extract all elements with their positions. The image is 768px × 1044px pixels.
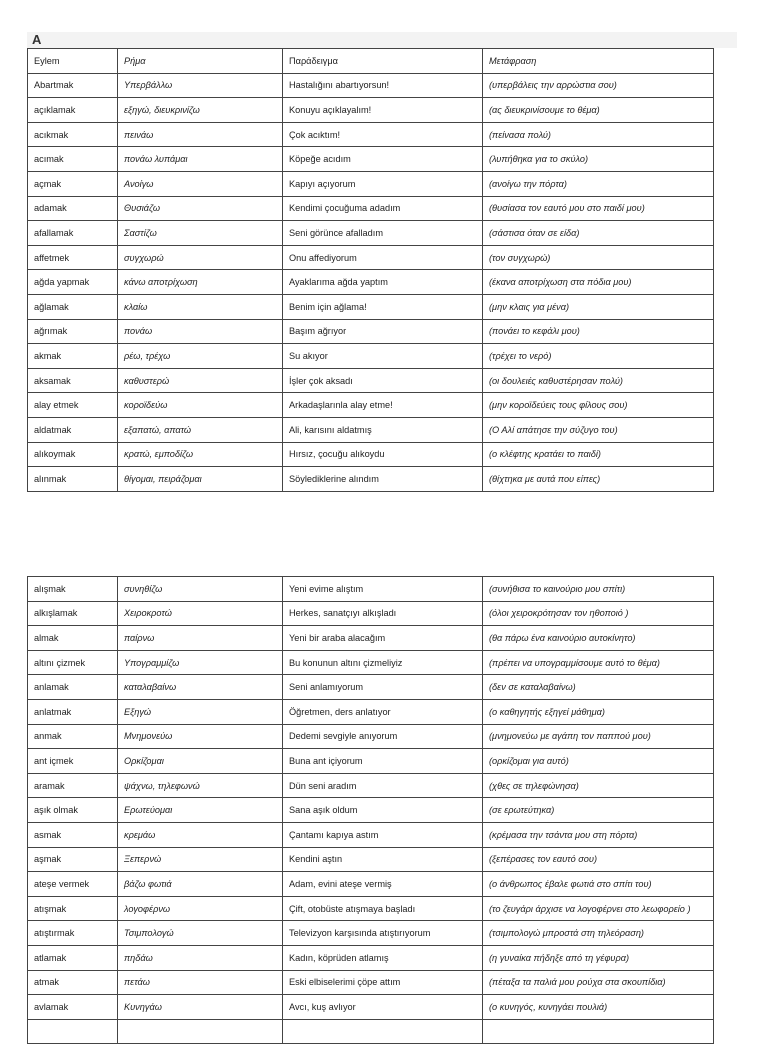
turkish-verb-cell: afallamak (28, 221, 118, 246)
translation-cell: (μνημονεύω με αγάπη τον παππού μου) (483, 724, 714, 749)
greek-verb-cell: Υπογραμμίζω (118, 650, 283, 675)
greek-verb-cell: Κυνηγάω (118, 995, 283, 1020)
turkish-verb-cell: atıştırmak (28, 921, 118, 946)
greek-verb-cell: θίγομαι, πειράζομαι (118, 467, 283, 492)
translation-cell: (όλοι χειροκρότησαν τον ηθοποιό ) (483, 601, 714, 626)
table-row (28, 822, 714, 847)
greek-verb-cell: βάζω φωτιά (118, 872, 283, 897)
turkish-verb-cell: alışmak (28, 577, 118, 602)
translation-cell: (λυπήθηκα για το σκύλο) (483, 147, 714, 172)
greek-verb-cell: Ξεπερνώ (118, 847, 283, 872)
translation-cell: (θυσίασα τον εαυτό μου στο παιδί μου) (483, 196, 714, 221)
turkish-verb-cell: aksamak (28, 368, 118, 393)
example-cell: Dün seni aradım (283, 773, 483, 798)
turkish-verb-cell: anlamak (28, 675, 118, 700)
example-cell: Yeni evime alıştım (283, 577, 483, 602)
table-row (28, 896, 714, 921)
turkish-verb-cell: açıklamak (28, 98, 118, 123)
translation-cell: (η γυναίκα πήδηξε από τη γέφυρα) (483, 945, 714, 970)
greek-verb-cell: ρέω, τρέχω (118, 344, 283, 369)
greek-verb-cell: εξαπατώ, απατώ (118, 417, 283, 442)
example-cell: Konuyu açıklayalım! (283, 98, 483, 123)
example-cell: Köpeğe acıdım (283, 147, 483, 172)
example-cell: Çantamı kapıya astım (283, 822, 483, 847)
table-row (28, 171, 714, 196)
table-row (28, 872, 714, 897)
turkish-verb-cell: adamak (28, 196, 118, 221)
turkish-verb-cell: affetmek (28, 245, 118, 270)
translation-cell (483, 1019, 714, 1044)
greek-verb-cell: πηδάω (118, 945, 283, 970)
greek-verb-cell: Χειροκροτώ (118, 601, 283, 626)
example-cell: Herkes, sanatçıyı alkışladı (283, 601, 483, 626)
table-row (28, 221, 714, 246)
turkish-verb-cell: atışmak (28, 896, 118, 921)
example-cell: Hırsız, çocuğu alıkoydu (283, 442, 483, 467)
example-cell: Hastalığını abartıyorsun! (283, 73, 483, 98)
verb-table-2 (27, 576, 714, 1044)
table-row (28, 245, 714, 270)
translation-cell: (τρέχει το νερό) (483, 344, 714, 369)
example-cell: Bu konunun altını çizmeliyiz (283, 650, 483, 675)
table-row (28, 773, 714, 798)
turkish-verb-cell: almak (28, 626, 118, 651)
translation-cell: (πέταξα τα παλιά μου ρούχα στα σκουπίδια) (483, 970, 714, 995)
greek-verb-cell: καθυστερώ (118, 368, 283, 393)
table-row (28, 724, 714, 749)
greek-verb-cell: Μνημονεύω (118, 724, 283, 749)
translation-cell: (τον συγχωρώ) (483, 245, 714, 270)
greek-verb-cell: κοροϊδεύω (118, 393, 283, 418)
example-cell: Ayaklarıma ağda yaptım (283, 270, 483, 295)
table-row (28, 368, 714, 393)
section-letter: A (32, 32, 42, 47)
translation-cell: (ορκίζομαι για αυτό) (483, 749, 714, 774)
example-cell: Yeni bir araba alacağım (283, 626, 483, 651)
header-cell: Παράδειγμα (283, 49, 483, 74)
translation-cell: (κρέμασα την τσάντα μου στη πόρτα) (483, 822, 714, 847)
table-row (28, 344, 714, 369)
greek-verb-cell: κρεμάω (118, 822, 283, 847)
table-row (28, 196, 714, 221)
translation-cell: (σε ερωτεύτηκα) (483, 798, 714, 823)
table-row (28, 749, 714, 774)
turkish-verb-cell: aldatmak (28, 417, 118, 442)
turkish-verb-cell: alınmak (28, 467, 118, 492)
greek-verb-cell: καταλαβαίνω (118, 675, 283, 700)
header-cell: Ρήμα (118, 49, 283, 74)
example-cell: Sana aşık oldum (283, 798, 483, 823)
table-row (28, 995, 714, 1020)
turkish-verb-cell: ateşe vermek (28, 872, 118, 897)
greek-verb-cell: Θυσιάζω (118, 196, 283, 221)
table-row (28, 577, 714, 602)
table-row (28, 699, 714, 724)
translation-cell: (ο άνθρωπος έβαλε φωτιά στο σπίτι του) (483, 872, 714, 897)
table-row (28, 73, 714, 98)
turkish-verb-cell: ağlamak (28, 294, 118, 319)
example-cell: İşler çok aksadı (283, 368, 483, 393)
turkish-verb-cell: atmak (28, 970, 118, 995)
greek-verb-cell: πεινάω (118, 122, 283, 147)
greek-verb-cell: Υπερβάλλω (118, 73, 283, 98)
translation-cell: (χθες σε τηλεφώνησα) (483, 773, 714, 798)
translation-cell: (ο κυνηγός, κυνηγάει πουλιά) (483, 995, 714, 1020)
turkish-verb-cell: acımak (28, 147, 118, 172)
greek-verb-cell: πετάω (118, 970, 283, 995)
example-cell: Seni anlamıyorum (283, 675, 483, 700)
header-cell: Μετάφραση (483, 49, 714, 74)
example-cell: Başım ağrıyor (283, 319, 483, 344)
greek-verb-cell: Ερωτεύομαι (118, 798, 283, 823)
translation-cell: (συνήθισα το καινούριο μου σπίτι) (483, 577, 714, 602)
translation-cell: (οι δουλειές καθυστέρησαν πολύ) (483, 368, 714, 393)
greek-verb-cell: Τσιμπολογώ (118, 921, 283, 946)
turkish-verb-cell: avlamak (28, 995, 118, 1020)
greek-verb-cell: κάνω αποτρίχωση (118, 270, 283, 295)
greek-verb-cell: ψάχνω, τηλεφωνώ (118, 773, 283, 798)
turkish-verb-cell: asmak (28, 822, 118, 847)
example-cell: Kendimi çocuğuma adadım (283, 196, 483, 221)
turkish-verb-cell: alkışlamak (28, 601, 118, 626)
greek-verb-cell: Εξηγώ (118, 699, 283, 724)
turkish-verb-cell: alay etmek (28, 393, 118, 418)
translation-cell: (πονάει το κεφάλι μου) (483, 319, 714, 344)
translation-cell: (Ο Αλί απάτησε την σύζυγο του) (483, 417, 714, 442)
translation-cell: (ξεπέρασες τον εαυτό σου) (483, 847, 714, 872)
table-row (28, 921, 714, 946)
table-row (28, 393, 714, 418)
greek-verb-cell: κλαίω (118, 294, 283, 319)
translation-cell: (θίχτηκα με αυτά που είπες) (483, 467, 714, 492)
table-row (28, 675, 714, 700)
example-cell: Buna ant içiyorum (283, 749, 483, 774)
section-header-bar (27, 32, 737, 48)
translation-cell: (έκανα αποτρίχωση στα πόδια μου) (483, 270, 714, 295)
translation-cell: (ο κλέφτης κρατάει το παιδί) (483, 442, 714, 467)
example-cell: Kapıyı açıyorum (283, 171, 483, 196)
translation-cell: (θα πάρω ένα καινούριο αυτοκίνητο) (483, 626, 714, 651)
example-cell: Kendini aştın (283, 847, 483, 872)
turkish-verb-cell: akmak (28, 344, 118, 369)
greek-verb-cell: παίρνω (118, 626, 283, 651)
table-row (28, 147, 714, 172)
turkish-verb-cell (28, 1019, 118, 1044)
greek-verb-cell: Σαστίζω (118, 221, 283, 246)
verb-table-1 (27, 48, 714, 492)
greek-verb-cell: πονάω λυπάμαι (118, 147, 283, 172)
example-cell: Eski elbiselerimi çöpe attım (283, 970, 483, 995)
example-cell: Öğretmen, ders anlatıyor (283, 699, 483, 724)
greek-verb-cell: συνηθίζω (118, 577, 283, 602)
example-cell: Seni görünce afalladım (283, 221, 483, 246)
turkish-verb-cell: anmak (28, 724, 118, 749)
example-cell: Söylediklerine alındım (283, 467, 483, 492)
example-cell: Çok acıktım! (283, 122, 483, 147)
table-row (28, 319, 714, 344)
translation-cell: (πείνασα πολύ) (483, 122, 714, 147)
header-cell: Eylem (28, 49, 118, 74)
greek-verb-cell: Ορκίζομαι (118, 749, 283, 774)
turkish-verb-cell: ağrımak (28, 319, 118, 344)
translation-cell: (σάστισα όταν σε είδα) (483, 221, 714, 246)
greek-verb-cell: πονάω (118, 319, 283, 344)
table-row (28, 626, 714, 651)
turkish-verb-cell: alıkoymak (28, 442, 118, 467)
table-row (28, 467, 714, 492)
table-header-row (28, 49, 714, 74)
table-row (28, 945, 714, 970)
table-row (28, 1019, 714, 1044)
greek-verb-cell: κρατώ, εμποδίζω (118, 442, 283, 467)
greek-verb-cell: εξηγώ, διευκρινίζω (118, 98, 283, 123)
turkish-verb-cell: aramak (28, 773, 118, 798)
turkish-verb-cell: aşık olmak (28, 798, 118, 823)
table-row (28, 847, 714, 872)
translation-cell: (ας διευκρινίσουμε το θέμα) (483, 98, 714, 123)
turkish-verb-cell: aşmak (28, 847, 118, 872)
table-row (28, 442, 714, 467)
table-row (28, 650, 714, 675)
turkish-verb-cell: acıkmak (28, 122, 118, 147)
greek-verb-cell (118, 1019, 283, 1044)
greek-verb-cell: συγχωρώ (118, 245, 283, 270)
translation-cell: (μην κοροϊδεύεις τους φίλους σου) (483, 393, 714, 418)
example-cell: Su akıyor (283, 344, 483, 369)
greek-verb-cell: Ανοίγω (118, 171, 283, 196)
table-row (28, 601, 714, 626)
table-row (28, 798, 714, 823)
translation-cell: (μην κλαις για μένα) (483, 294, 714, 319)
greek-verb-cell: λογοφέρνω (118, 896, 283, 921)
example-cell: Televizyon karşısında atıştırıyorum (283, 921, 483, 946)
example-cell (283, 1019, 483, 1044)
translation-cell: (τσιμπολογώ μπροστά στη τηλεόραση) (483, 921, 714, 946)
example-cell: Benim için ağlama! (283, 294, 483, 319)
example-cell: Ali, karısını aldatmış (283, 417, 483, 442)
turkish-verb-cell: Abartmak (28, 73, 118, 98)
translation-cell: (δεν σε καταλαβαίνω) (483, 675, 714, 700)
table-row (28, 98, 714, 123)
turkish-verb-cell: ant içmek (28, 749, 118, 774)
table-row (28, 122, 714, 147)
turkish-verb-cell: açmak (28, 171, 118, 196)
example-cell: Dedemi sevgiyle anıyorum (283, 724, 483, 749)
turkish-verb-cell: ağda yapmak (28, 270, 118, 295)
example-cell: Arkadaşlarınla alay etme! (283, 393, 483, 418)
example-cell: Kadın, köprüden atlamış (283, 945, 483, 970)
table-row (28, 970, 714, 995)
turkish-verb-cell: anlatmak (28, 699, 118, 724)
example-cell: Çift, otobüste atışmaya başladı (283, 896, 483, 921)
translation-cell: (ο καθηγητής εξηγεί μάθημα) (483, 699, 714, 724)
translation-cell: (το ζευγάρι άρχισε να λογοφέρνει στο λεωφορείο ) (483, 896, 714, 921)
example-cell: Adam, evini ateşe vermiş (283, 872, 483, 897)
example-cell: Avcı, kuş avlıyor (283, 995, 483, 1020)
table-row (28, 270, 714, 295)
turkish-verb-cell: altını çizmek (28, 650, 118, 675)
table-row (28, 417, 714, 442)
translation-cell: (πρέπει να υπογραμμίσουμε αυτό το θέμα) (483, 650, 714, 675)
table-row (28, 294, 714, 319)
turkish-verb-cell: atlamak (28, 945, 118, 970)
translation-cell: (ανοίγω την πόρτα) (483, 171, 714, 196)
example-cell: Onu affediyorum (283, 245, 483, 270)
translation-cell: (υπερβάλεις την αρρώστια σου) (483, 73, 714, 98)
